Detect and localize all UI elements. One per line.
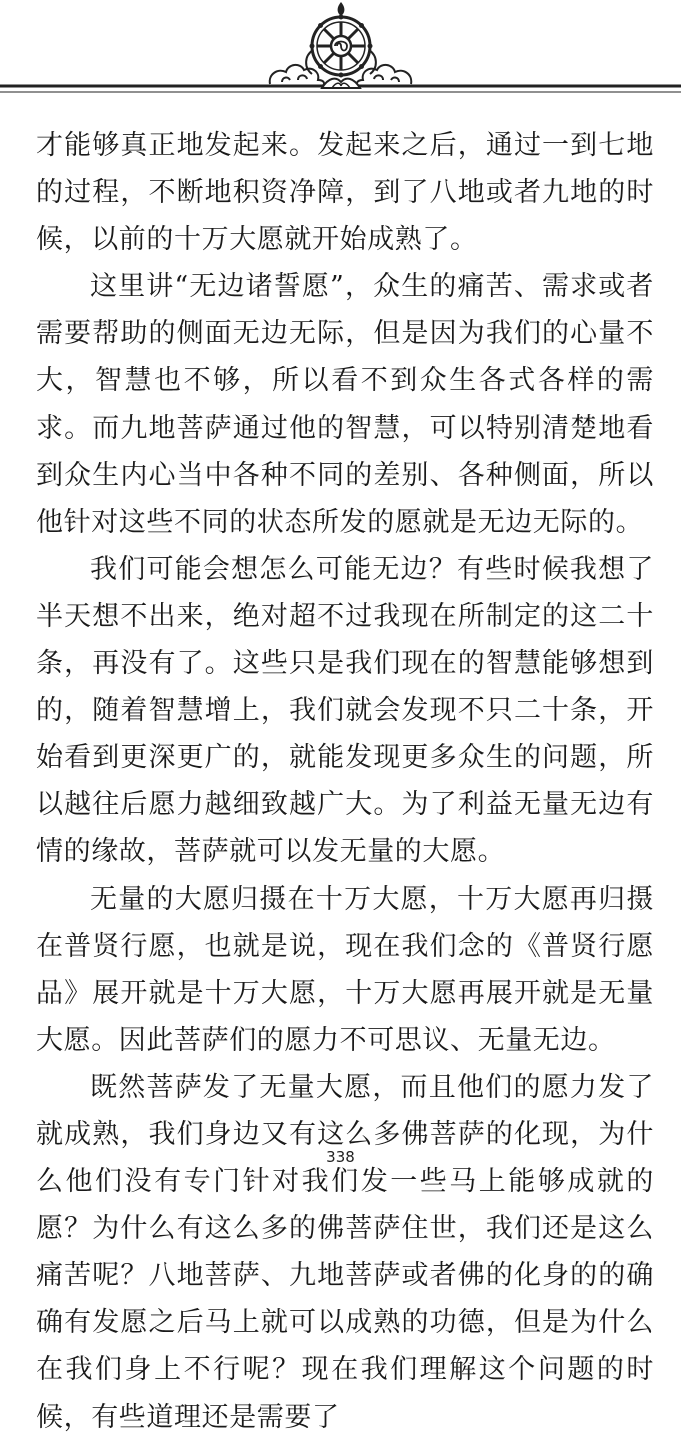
body-paragraph: 我们可能会想怎么可能无边？有些时候我想了半天想不出来，绝对超不过我现在所制定的这二十条，再没有了。这些只是我们现在的智慧能够想到的，随着智慧增上，我们就会发现不只二十条，开始看到更深更广的，就能发现更多众生的问题，所以越往后愿力越细致越广大。为了利益无量无边有情的缘故，菩萨就可以发无量的大愿。 [36,553,654,868]
page-header [0,0,681,110]
body-paragraph: 这里讲“无边诸誓愿”，众生的痛苦、需求或者需要帮助的侧面无边无际，但是因为我们的心量不大，智慧也不够，所以看不到众生各式各样的需求。而九地菩萨通过他的智慧，可以特别清楚地看到众生内心当中各种不同的差别、各种侧面，所以他针对这些不同的状态所发的愿就是无边无际的。 [36,271,654,538]
body-paragraph: 才能够真正地发起来。发起来之后，通过一到七地的过程，不断地积资净障，到了八地或者九地的时候，以前的十万大愿就开始成熟了。 [36,130,654,256]
auspicious-cloud-icon [270,65,324,86]
dharma-wheel-icon [306,2,376,88]
auspicious-cloud-icon [357,65,411,86]
page-body [36,122,654,1441]
body-paragraph: 无量的大愿归摄在十万大愿，十万大愿再归摄在普贤行愿，也就是说，现在我们念的《普贤行愿品》展开就是十万大愿，十万大愿再展开就是无量大愿。因此菩萨们的愿力不可思议、无量无边。 [36,883,654,1056]
body-paragraph: 既然菩萨发了无量大愿，而且他们的愿力发了就成熟，我们身边又有这么多佛菩萨的化现，为什么他们没有专门针对我们发一些马上能够成就的愿？为什么有这么多的佛菩萨住世，我们还是这么痛苦呢？八地菩萨、九地菩萨或者佛的化身的的确确有发愿之后马上就可以成熟的功德，但是为什么在我们身上不行呢？现在我们理解这个问题的时候，有些道理还是需要了 [36,1071,654,1433]
header-ornament [0,0,681,110]
page-number: 338 [326,1148,355,1166]
